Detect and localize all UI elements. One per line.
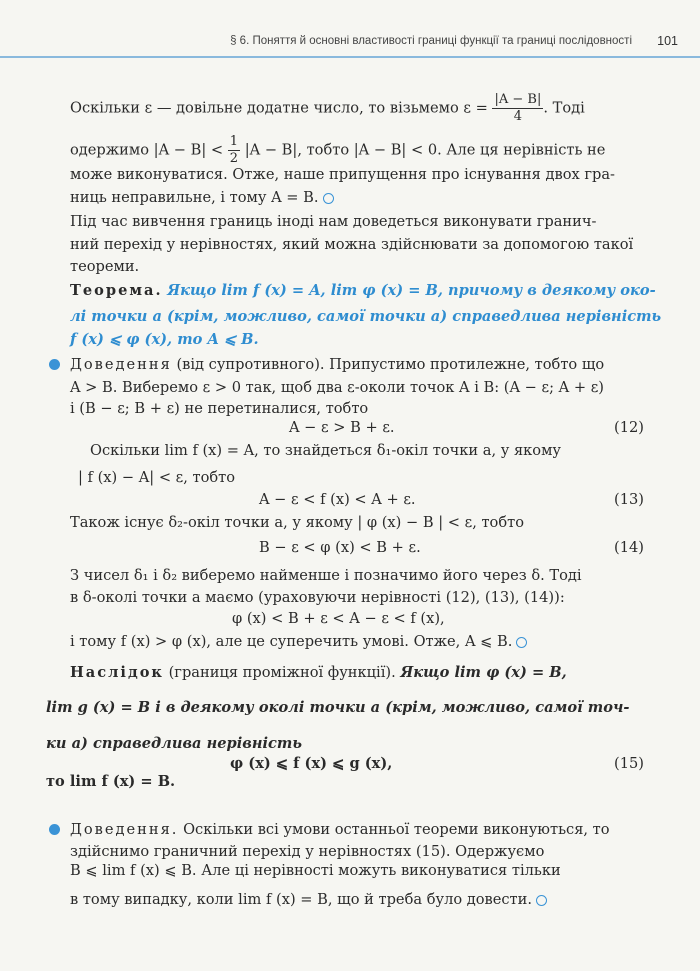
theorem-line2: лі точки a (крім, можливо, самої точки a) справедлива нерівність [70,308,662,325]
proof1-line6: Також існує δ₂-окіл точки a, у якому | φ (x) − B | < ε, тобто [70,514,524,531]
theorem-line3: f (x) ⩽ φ (x), то A ⩽ B. [70,331,259,348]
proof2-line3: B ⩽ lim f (x) ⩽ B. Але ці нерівності можуть виконуватися тільки [70,862,561,879]
proof1-line7: З чисел δ₁ і δ₂ виберемо найменше і позначимо його через δ. Тоді [70,567,582,584]
para1-line4: ниць неправильне, і тому A = B. [70,189,334,207]
theorem-line1: Теорема. Якщо lim f (x) = A, lim φ (x) = B, причому в деякому око- [70,282,656,299]
corollary-line1: Наслідок (границя проміжної функції). Якщо lim φ (x) = B, [70,664,567,681]
proof2-label: Доведення. [70,821,179,838]
proof1-label: Доведення [70,356,172,373]
proof2-line2: здійснимо граничний перехід у нерівностях (15). Одержуємо [70,843,545,860]
running-title: § 6. Поняття й основні властивості границі функції та границі послідовності [230,35,632,47]
para1-line1: Оскільки ε — довільне додатне число, то візьмемо ε = $\frac{|A - B|}{4}$ . Тоді [70,92,585,124]
equation-number-13: (13) [614,491,644,508]
theorem-label: Теорема. [70,282,163,299]
qed-circle-icon [323,193,334,204]
qed-circle-icon [536,895,547,906]
proof2-line1: Доведення. Оскільки всі умови останньої теореми виконуються, то [70,821,610,838]
corollary-line2: lim g (x) = B і в деякому околі точки a (крім, можливо, самої точ- [46,699,630,716]
fraction-half: $\frac{1}{2}$ [229,134,239,166]
equation-chain: φ (x) < B + ε < A − ε < f (x), [232,610,445,627]
para1-line2: одержимо |A − B| < $\frac{1}{2}$ |A − B|, тобто |A − B| < 0. Але ця нерівність не [70,134,606,166]
equation-15: φ (x) ⩽ f (x) ⩽ g (x), [230,755,393,772]
corollary-line4: то lim f (x) = B. [46,773,176,790]
proof1-line9: і тому f (x) > φ (x), але це суперечить умові. Отже, A ⩽ B. [70,633,527,651]
equation-number-15: (15) [614,755,644,772]
page-number: 101 [657,34,678,48]
proof1-line8: в δ-околі точки a маємо (ураховуючи нерівності (12), (13), (14)): [70,589,565,606]
para1-line3: може виконуватися. Отже, наше припущення про існування двох гра- [70,166,615,183]
equation-13: A − ε < f (x) < A + ε. [259,491,416,508]
equation-14: B − ε < φ (x) < B + ε. [259,539,421,556]
proof-bullet-icon [49,824,60,835]
equation-number-12: (12) [614,419,644,436]
qed-circle-icon [516,637,527,648]
proof-bullet-icon [49,359,60,370]
header-rule [0,56,700,58]
proof1-line1: Доведення (від супротивного). Припустимо протилежне, тобто що [70,356,605,373]
fraction-eps: $\frac{|A - B|}{4}$ [494,92,542,124]
para2-line3: теореми. [70,258,140,275]
equation-number-14: (14) [614,539,644,556]
corollary-label: Наслідок [70,664,164,681]
para2-line2: ний перехід у нерівностях, який можна здійснювати за допомогою такої [70,236,634,253]
proof1-line5: | f (x) − A| < ε, тобто [78,469,236,486]
equation-12: A − ε > B + ε. [289,419,395,436]
proof2-line4: в тому випадку, коли lim f (x) = B, що й треба було довести. [70,891,547,909]
proof1-line4: Оскільки lim f (x) = A, то знайдеться δ₁-окіл точки a, у якому [90,442,562,459]
corollary-line3: ки a) справедлива нерівність [46,735,302,752]
proof1-line2: A > B. Виберемо ε > 0 так, щоб два ε-околи точок A і B: (A − ε; A + ε) [70,379,604,396]
running-header [0,0,700,62]
proof1-line3: і (B − ε; B + ε) не перетиналися, тобто [70,400,369,417]
para2-line1: Під час вивчення границь іноді нам доведеться виконувати гранич- [70,213,597,230]
